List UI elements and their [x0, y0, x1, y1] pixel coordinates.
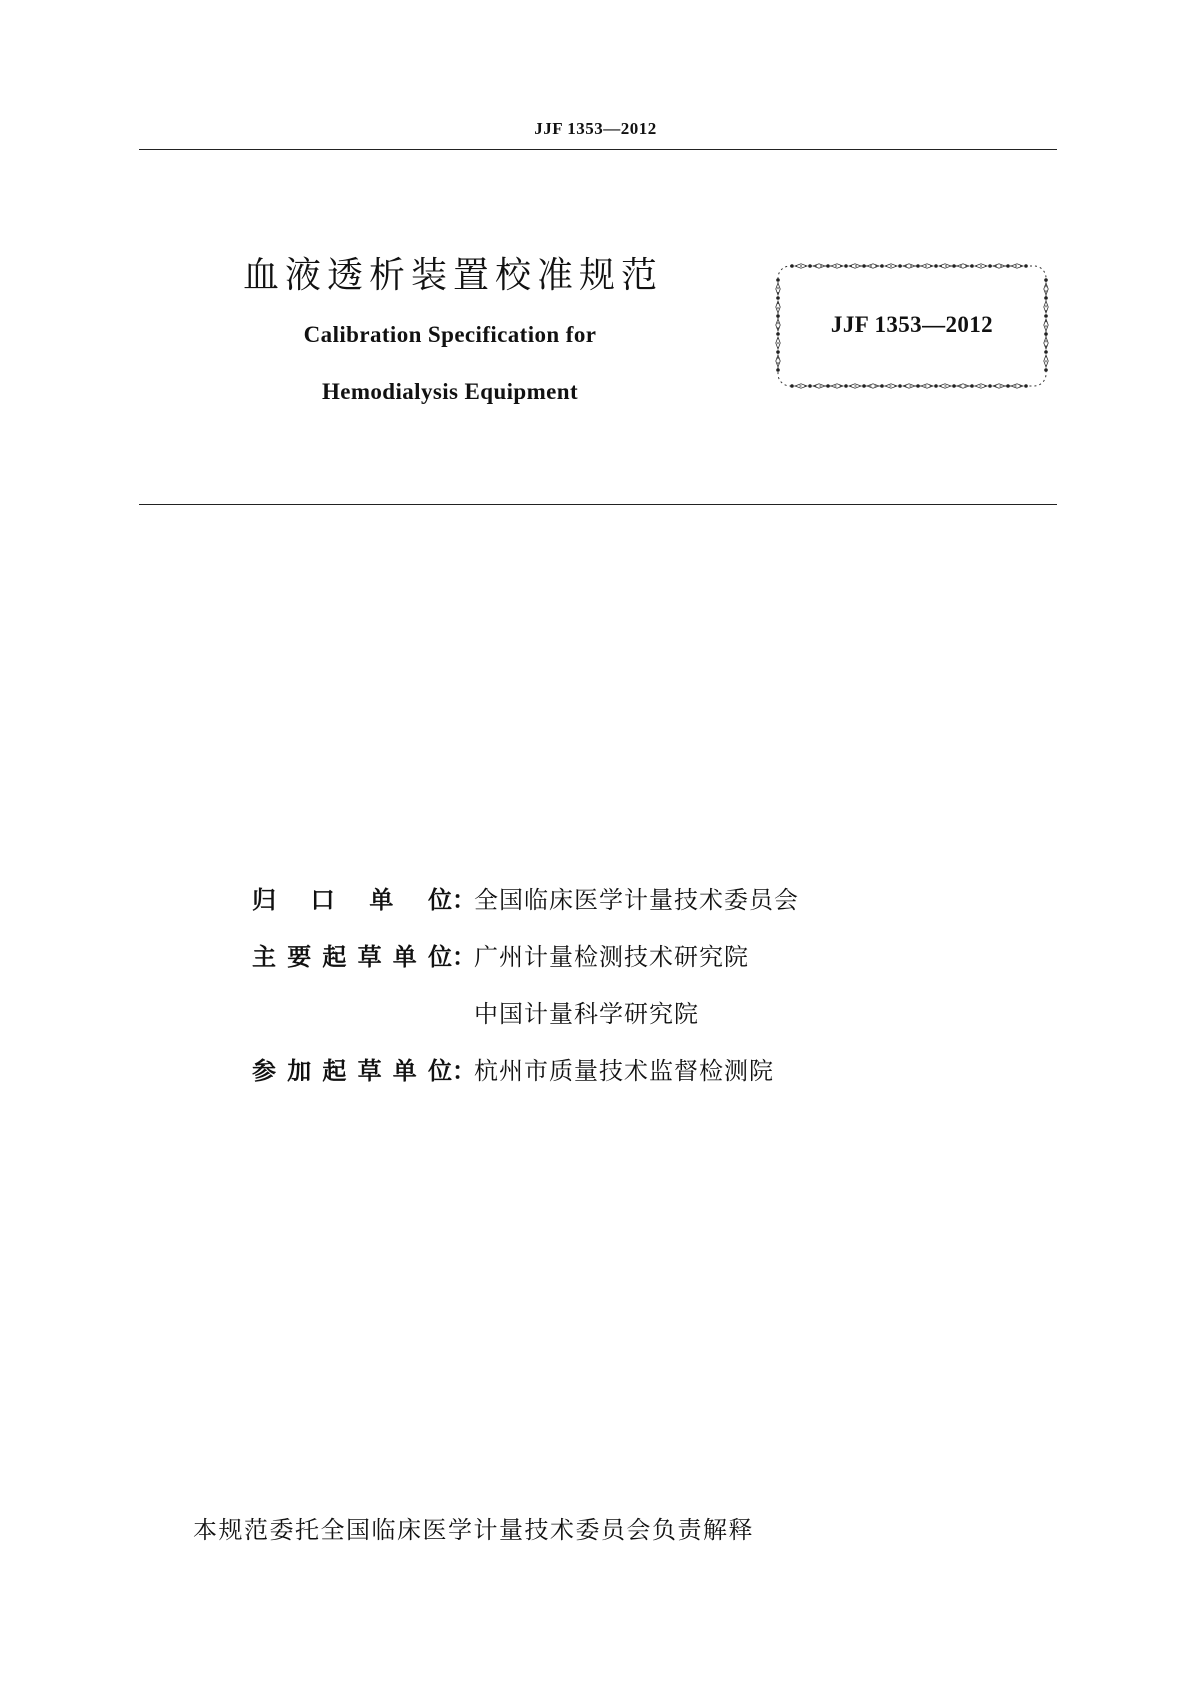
border-dot	[1044, 278, 1048, 282]
border-dot	[916, 264, 920, 268]
border-dot	[808, 264, 812, 268]
border-diamond	[993, 264, 1005, 268]
border-dot	[898, 264, 902, 268]
border-diamond	[957, 384, 969, 388]
org-row-main-drafter	[252, 937, 952, 994]
border-dot	[1006, 264, 1010, 268]
border-dot	[916, 384, 920, 388]
org-colon: ：	[452, 943, 476, 971]
border-dot	[1024, 264, 1028, 268]
label-char: 草	[357, 1057, 382, 1085]
border-dot	[808, 384, 812, 388]
label-char: 单	[392, 943, 417, 971]
border-dot	[776, 350, 780, 354]
border-dot	[970, 264, 974, 268]
border-dot	[988, 264, 992, 268]
label-char: 主	[252, 943, 276, 971]
border-diamond	[957, 264, 969, 268]
interpretation-note: 本规范委托全国临床医学计量技术委员会负责解释	[193, 1516, 754, 1544]
border-dot	[970, 384, 974, 388]
org-value: 杭州市质量技术监督检测院	[474, 1057, 774, 1085]
border-dot	[934, 264, 938, 268]
border-dot	[790, 264, 794, 268]
label-char: 起	[322, 1057, 347, 1085]
border-dot	[844, 264, 848, 268]
title-bottom-rule	[139, 504, 1057, 505]
standard-code: JJF 1353—2012	[830, 312, 994, 337]
org-value: 广州计量检测技术研究院	[474, 943, 749, 971]
border-dot	[880, 264, 884, 268]
header-rule	[139, 149, 1057, 150]
border-dot	[776, 296, 780, 300]
label-char: 加	[287, 1057, 312, 1085]
org-row-participating-drafter	[252, 1051, 952, 1108]
label-char: 位	[427, 886, 452, 914]
border-dot	[952, 264, 956, 268]
org-label	[252, 937, 452, 972]
running-head: JJF 1353—2012	[534, 119, 657, 138]
border-dot	[898, 384, 902, 388]
label-char: 参	[252, 1057, 276, 1085]
border-dot	[1024, 384, 1028, 388]
border-diamond	[776, 355, 780, 367]
org-colon: ：	[452, 1057, 476, 1085]
border-dot	[1044, 368, 1048, 372]
org-row-main-drafter-2	[252, 994, 952, 1051]
border-diamond	[903, 264, 915, 268]
border-diamond	[867, 264, 879, 268]
org-value: 全国临床医学计量技术委员会	[474, 886, 799, 914]
border-dot	[790, 384, 794, 388]
title-english-line-2: Hemodialysis Equipment	[321, 379, 579, 404]
border-dot	[934, 384, 938, 388]
border-dot	[862, 384, 866, 388]
label-char: 位	[427, 943, 452, 971]
border-dot	[952, 384, 956, 388]
border-dot	[988, 384, 992, 388]
border-dot	[1044, 296, 1048, 300]
standard-code-box	[774, 262, 1050, 390]
border-diamond	[813, 264, 825, 268]
border-dot	[880, 384, 884, 388]
title-english-line-1: Calibration Specification for	[303, 322, 597, 347]
border-dot	[1044, 350, 1048, 354]
border-dot	[826, 384, 830, 388]
org-row-responsible	[252, 880, 952, 937]
border-diamond	[1044, 283, 1048, 295]
label-char: 要	[287, 943, 312, 971]
label-char: 位	[427, 1057, 452, 1085]
org-value: 中国计量科学研究院	[474, 1000, 699, 1028]
border-dot	[776, 278, 780, 282]
label-char: 归	[252, 886, 276, 914]
label-char: 起	[322, 943, 347, 971]
label-char: 单	[369, 886, 394, 914]
label-char: 口	[310, 886, 335, 914]
border-dot	[826, 264, 830, 268]
org-colon: ：	[452, 886, 476, 914]
title-chinese: 血液透析装置校准规范	[243, 255, 664, 296]
border-dot	[862, 264, 866, 268]
label-char: 草	[357, 943, 382, 971]
org-label	[252, 1051, 452, 1086]
border-dot	[844, 384, 848, 388]
border-diamond	[867, 384, 879, 388]
org-label	[252, 880, 452, 915]
organization-list	[252, 880, 952, 1108]
border-dot	[776, 368, 780, 372]
border-dot	[1006, 384, 1010, 388]
label-char: 单	[392, 1057, 417, 1085]
